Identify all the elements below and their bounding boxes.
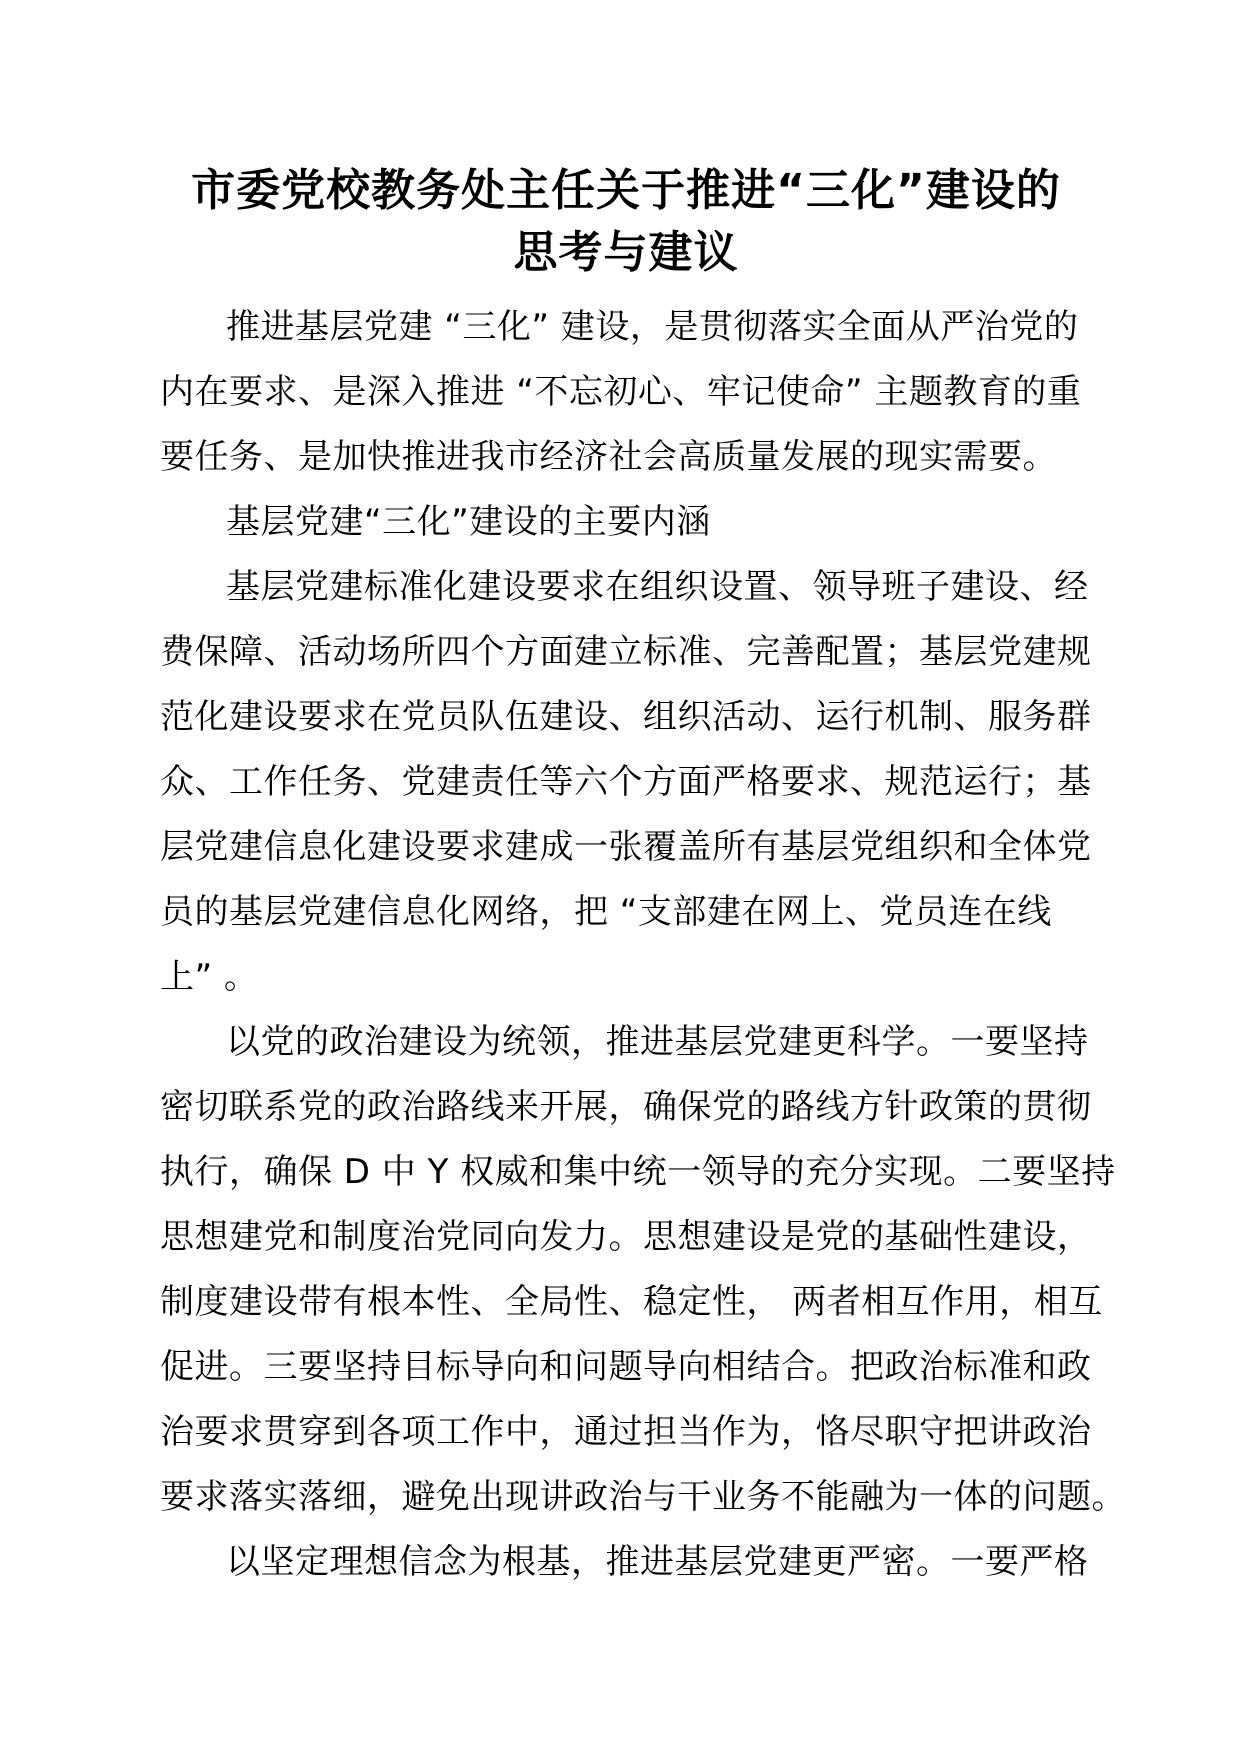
paragraph-line: 治要求贯穿到各项工作中，通过担当作为，恪尽职守把讲政治 — [160, 1412, 1092, 1452]
paragraph-line: 思想建党和制度治党同向发力。思想建设是党的基础性建设， — [160, 1217, 1092, 1257]
paragraph-line: 以坚定理想信念为根基，推进基层党建更严密。一要严格 — [226, 1542, 1089, 1582]
paragraph-line: 范化建设要求在党员队伍建设、组织活动、运行机制、服务群 — [160, 697, 1092, 737]
paragraph-line: 员的基层党建信息化网络，把 “支部建在网上、党员连在线 — [160, 892, 1052, 932]
title-line: 思考与建议 — [513, 227, 739, 278]
paragraph-line: 推进基层党建 “三化” 建设，是贯彻落实全面从严治党的 — [226, 307, 1079, 347]
paragraph-line: 内在要求、是深入推进 “不忘初心、牢记使命” 主题教育的重 — [160, 372, 1082, 412]
paragraph-line: 要求落实落细，避免出现讲政治与干业务不能融为一体的问题。 — [160, 1477, 1126, 1517]
paragraph-line: 以党的政治建设为统领，推进基层党建更科学。一要坚持 — [226, 1022, 1089, 1062]
paragraph-line: 层党建信息化建设要求建成一张覆盖所有基层党组织和全体党 — [160, 827, 1092, 867]
paragraph-line: 众、工作任务、党建责任等六个方面严格要求、规范运行；基 — [160, 762, 1092, 802]
title-line: 市委党校教务处主任关于推进“三化”建设的 — [191, 165, 1061, 216]
paragraph-line: 基层党建标准化建设要求在组织设置、领导班子建设、经 — [226, 567, 1089, 607]
paragraph-line: 促进。三要坚持目标导向和问题导向相结合。把政治标准和政 — [160, 1347, 1092, 1387]
paragraph-line: 制度建设带有根本性、全局性、稳定性， 两者相互作用，相互 — [160, 1282, 1103, 1322]
paragraph-line: 执行，确保 D 中 Y 权威和集中统一领导的充分实现。二要坚持 — [160, 1152, 1116, 1192]
paragraph-line: 要任务、是加快推进我市经济社会高质量发展的现实需要。 — [160, 437, 1057, 477]
document-title — [160, 160, 1092, 284]
paragraph-line: 费保障、活动场所四个方面建立标准、完善配置；基层党建规 — [160, 632, 1092, 672]
paragraph-line: 上” 。 — [160, 957, 259, 997]
paragraph-line: 密切联系党的政治路线来开展，确保党的路线方针政策的贯彻 — [160, 1087, 1092, 1127]
document-body — [160, 295, 1126, 1595]
section-heading: 基层党建“三化”建设的主要内涵 — [226, 502, 711, 542]
